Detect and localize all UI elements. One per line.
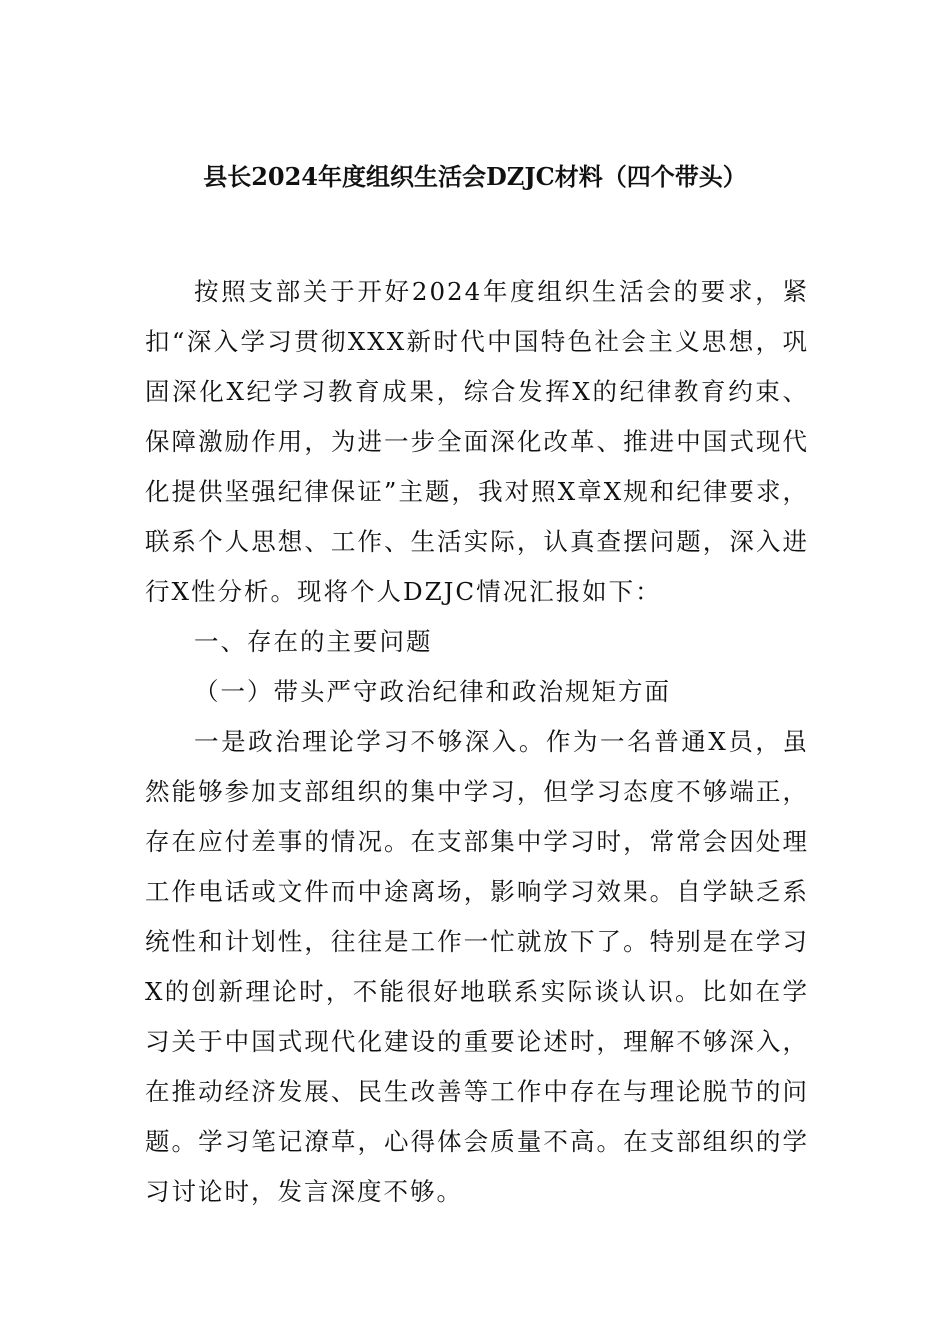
- document-body: [145, 267, 809, 1217]
- body-paragraph: 一是政治理论学习不够深入。作为一名普通X员，虽然能够参加支部组织的集中学习，但学习态度不够端正，存在应付差事的情况。在支部集中学习时，常常会因处理工作电话或文件而中途离场，影响学习效果。自学缺乏系统性和计划性，往往是工作一忙就放下了。特别是在学习X的创新理论时，不能很好地联系实际谈认识。比如在学习关于中国式现代化建设的重要论述时，理解不够深入，在推动经济发展、民生改善等工作中存在与理论脱节的问题。学习笔记潦草，心得体会质量不高。在支部组织的学习讨论时，发言深度不够。: [145, 727, 809, 1206]
- section-heading: 一、存在的主要问题: [194, 627, 433, 656]
- subsection-heading: （一）带头严守政治纪律和政治规矩方面: [194, 677, 671, 706]
- intro-paragraph: 按照支部关于开好2024年度组织生活会的要求，紧扣“深入学习贯彻XXX新时代中国特色社会主义思想，巩固深化X纪学习教育成果，综合发挥X的纪律教育约束、保障激励作用，为进一步全面深化改革、推进中国式现代化提供坚强纪律保证”主题，我对照X章X规和纪律要求，联系个人思想、工作、生活实际，认真查摆问题，深入进行X性分析。现将个人DZJC情况汇报如下：: [145, 277, 809, 606]
- document-title: 县长2024年度组织生活会DZJC材料（四个带头）: [203, 162, 747, 191]
